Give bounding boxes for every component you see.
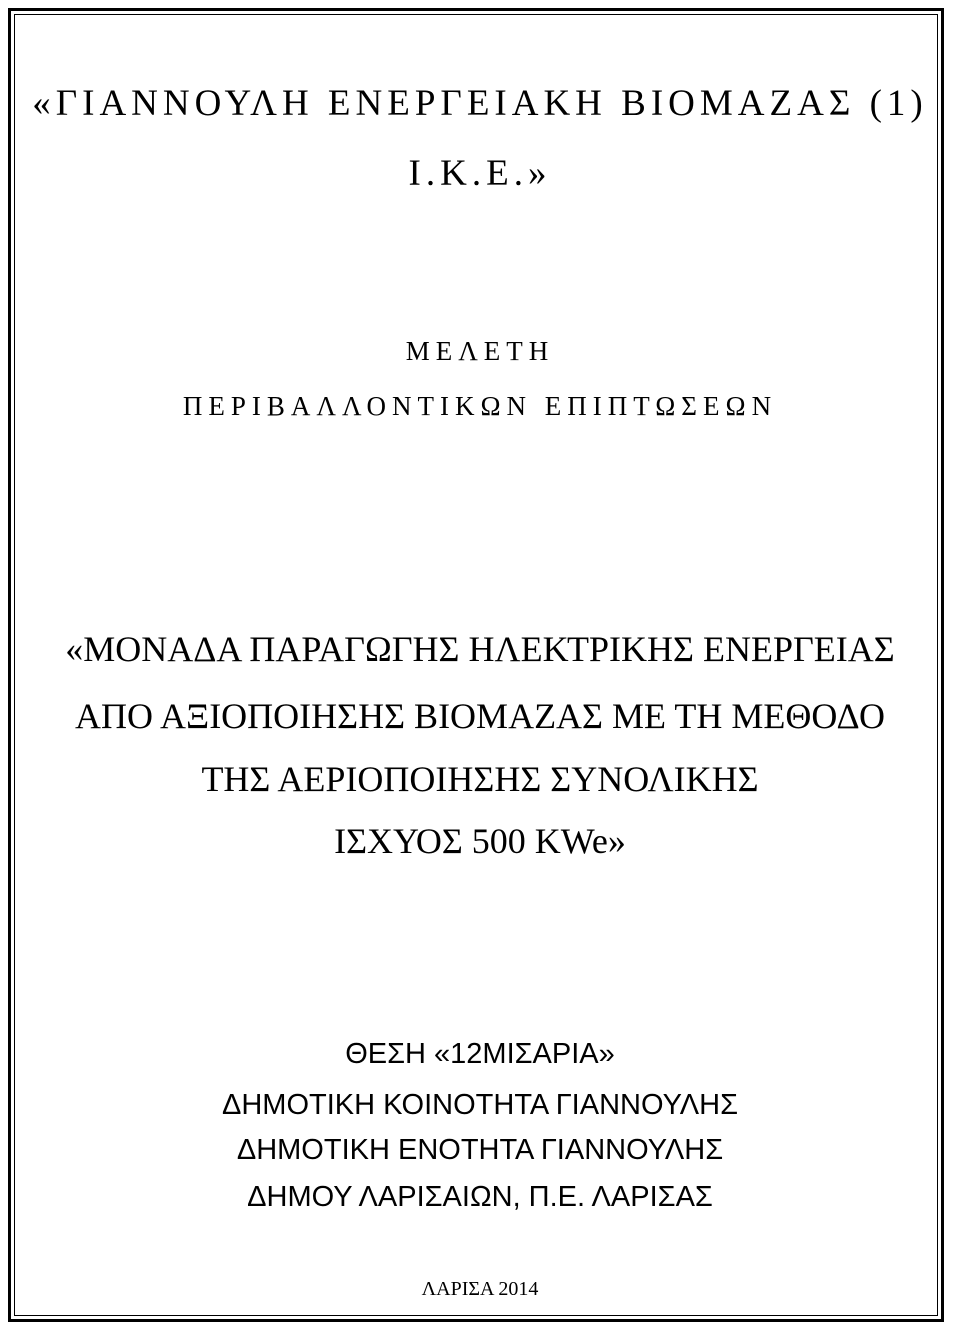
location-municipality: ΔΗΜΟΥ ΛΑΡΙΣΑΙΩΝ, Π.Ε. ΛΑΡΙΣΑΣ bbox=[247, 1181, 713, 1213]
location-site: ΘΕΣΗ «12ΜΙΣΑΡΙΑ» bbox=[345, 1038, 615, 1070]
project-title-line-1: «ΜΟΝΑΔΑ ΠΑΡΑΓΩΓΗΣ ΗΛΕΚΤΡΙΚΗΣ ΕΝΕΡΓΕΙΑΣ bbox=[65, 629, 895, 669]
company-name-line-1: «ΓΙΑΝΝΟΥΛΗ ΕΝΕΡΓΕΙΑΚΗ ΒΙΟΜΑΖΑΣ (1) bbox=[32, 83, 928, 124]
company-name-line-2: Ι.Κ.Ε.» bbox=[408, 153, 552, 194]
location-unit: ΔΗΜΟΤΙΚΗ ΕΝΟΤΗΤΑ ΓΙΑΝΝΟΥΛΗΣ bbox=[236, 1134, 724, 1166]
location-community: ΔΗΜΟΤΙΚΗ ΚΟΙΝΟΤΗΤΑ ΓΙΑΝΝΟΥΛΗΣ bbox=[221, 1089, 739, 1121]
study-title-line-1: ΜΕΛΕΤΗ bbox=[405, 336, 555, 366]
footer-place-year: ΛΑΡΙΣΑ 2014 bbox=[421, 1278, 539, 1300]
project-title-line-3: ΤΗΣ ΑΕΡΙΟΠΟΙΗΣΗΣ ΣΥΝΟΛΙΚΗΣ bbox=[201, 759, 759, 799]
project-title-line-4: ΙΣΧΥΟΣ 500 KWe» bbox=[334, 821, 626, 861]
project-title-line-2: ΑΠΟ ΑΞΙΟΠΟΙΗΣΗΣ ΒΙΟΜΑΖΑΣ ΜΕ ΤΗ ΜΕΘΟΔΟ bbox=[75, 696, 885, 736]
study-title-line-2: ΠΕΡΙΒΑΛΛΟΝΤΙΚΩΝ ΕΠΙΠΤΩΣΕΩΝ bbox=[182, 391, 778, 421]
